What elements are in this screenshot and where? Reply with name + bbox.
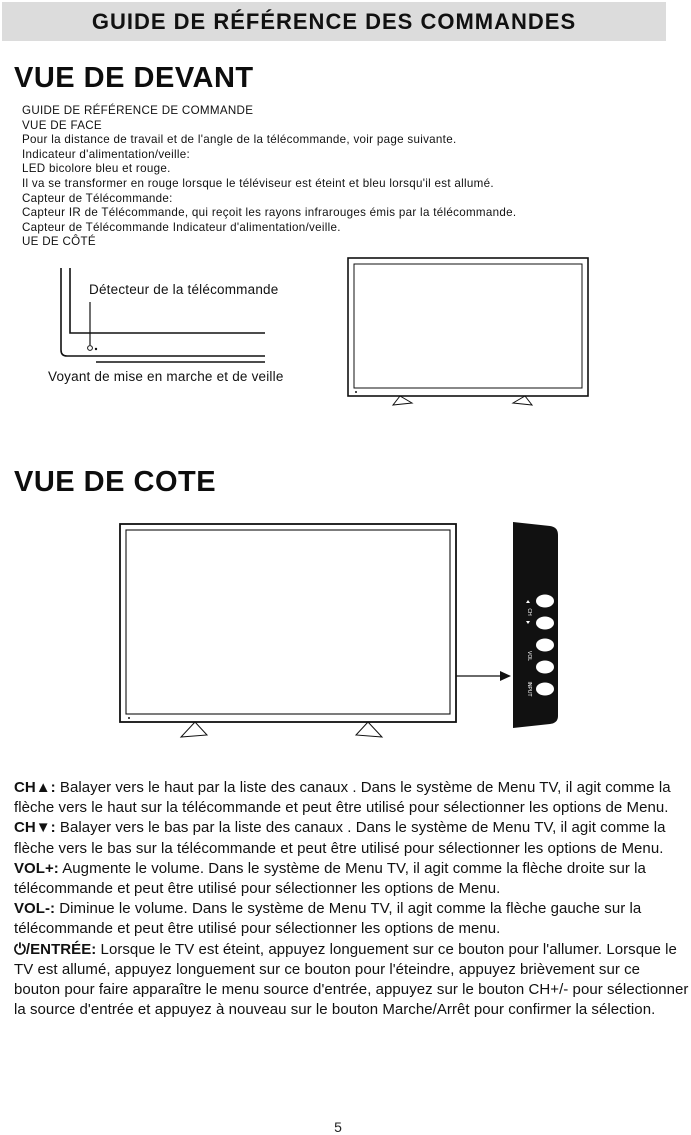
side-view-title: VUE DE COTE [14, 466, 217, 498]
input-label: INPUT [526, 681, 532, 697]
front-view-title: VUE DE DEVANT [14, 62, 254, 94]
tv-led-large [128, 717, 130, 719]
desc-ch-down: CH▼: Balayer vers le bas par la liste des canaux . Dans le système de Menu TV, il agit comme la flèche vers le bas sur la télécommande et peut être utilisé pour sélectionner les options de Menu. [14, 819, 666, 857]
text-line: LED bicolore bleu et rouge. [22, 162, 171, 176]
ch-label: CH [526, 608, 532, 616]
ch-down-button [536, 617, 554, 630]
page-title: GUIDE DE RÉFÉRENCE DES COMMANDES [91, 8, 577, 34]
tv-stand-left-large [181, 722, 207, 737]
page-number: 5 [334, 1119, 342, 1135]
desc-ch-up: CH▲: Balayer vers le haut par la liste des canaux . Dans le système de Menu TV, il agit comme la flèche vers le haut sur la télécommande et peut être utilisé pour sélectionner les options de Menu. [14, 779, 671, 817]
text-line: GUIDE DE RÉFÉRENCE DE COMMANDE [22, 104, 254, 117]
text-line: VUE DE FACE [22, 118, 102, 132]
remote-sensor-label: Détecteur de la télécommande [89, 282, 279, 297]
text-line: Capteur IR de Télécommande, qui reçoit les rayons infrarouges émis par la télécommande. [22, 206, 517, 220]
vol-up-button [536, 639, 554, 652]
vol-down-button [536, 661, 554, 674]
arrow-head [500, 671, 511, 681]
desc-vol-up: VOL+: Augmente le volume. Dans le système de Menu TV, il agit comme la flèche droite sur la télécommande et peut être utilisé pour sélectionner les options de Menu. [14, 859, 646, 898]
text-line: Capteur de Télécommande Indicateur d'alimentation/veille. [22, 220, 341, 234]
desc-vol-down: VOL-: Diminue le volume. Dans le système de Menu TV, il agit comme la flèche gauche sur la télécommande et peut être utilisé pour sélectionner les options de menu. [14, 900, 642, 938]
text-line: Il va se transformer en rouge lorsque le téléviseur est éteint et bleu lorsqu'il est allumé. [22, 176, 494, 190]
tv-frame-large [120, 524, 456, 722]
ch-up-button [536, 595, 554, 608]
text-line: Pour la distance de travail et de l'angle de la télécommande, voir page suivante. [22, 133, 457, 147]
text-line: UE DE CÔTÉ [22, 235, 96, 249]
tv-stand-right-large [356, 722, 382, 737]
tv-screen-large [126, 530, 450, 714]
power-input-button [536, 683, 554, 696]
vol-label: VOL [526, 650, 532, 662]
text-line: Capteur de Télécommande: [22, 191, 173, 205]
button-descriptions [14, 778, 690, 1020]
desc-power-enter: ⏻/ENTRÉE: Lorsque le TV est éteint, appuyez longuement sur ce bouton pour l'allumer. Lorsque le TV est allumé, appuyez longuement sur ce bouton pour l'éteindre, appuyez brièvement sur ce bouton pour faire apparaître le menu source d'entrée, appuyez sur le bouton CH+/- pour sélectionner la source d'entrée et appuyez à nouveau sur le bouton Marche/Arrêt pour confirmer la sélection. [14, 940, 689, 1019]
text-line: Indicateur d'alimentation/veille: [22, 147, 191, 161]
power-indicator-label: Voyant de mise en marche et de veille [48, 369, 284, 384]
